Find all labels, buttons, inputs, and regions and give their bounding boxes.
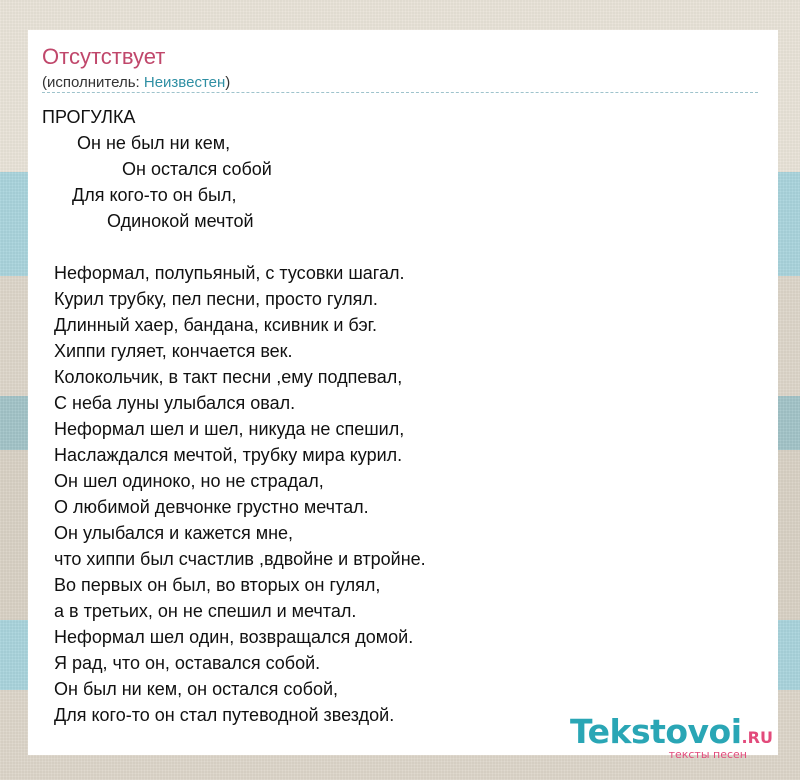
lyric-line: Он не был ни кем,: [42, 133, 231, 153]
logo-tld: .RU: [741, 728, 773, 747]
lyric-line: Для кого-то он был,: [42, 185, 237, 205]
artist-prefix: (исполнитель:: [42, 74, 144, 91]
lyric-line: Неформал шел один, возвращался домой.: [54, 627, 414, 647]
lyric-line: Для кого-то он стал путеводной звездой.: [54, 705, 395, 725]
lyric-line: Он улыбался и кажется мне,: [54, 523, 294, 543]
lyrics-heading: ПРОГУЛКА: [42, 107, 136, 127]
logo-main-text: Tekstovoi: [570, 712, 742, 751]
tekstovoi-logo[interactable]: [570, 712, 775, 764]
artist-link[interactable]: Неизвестен: [143, 74, 226, 91]
lyric-line: Он шел одиноко, но не страдал,: [54, 471, 324, 491]
lyric-line: Одинокой мечтой: [42, 211, 254, 231]
lyric-line: Я рад, что он, оставался собой.: [54, 653, 321, 673]
lyric-line: О любимой девчонке грустно мечтал.: [54, 497, 369, 517]
lyric-line: Хиппи гуляет, кончается век.: [54, 341, 293, 361]
song-title: Отсутствует: [42, 44, 166, 69]
logo-tagline: тексты песен: [668, 748, 747, 761]
lyric-line: Во первых он был, во вторых он гулял,: [54, 575, 381, 595]
lyric-line: Он остался собой: [42, 159, 272, 179]
lyric-line: Длинный хаер, бандана, ксивник и бэг.: [54, 315, 378, 335]
artist-suffix: ): [225, 74, 231, 91]
lyric-line: а в третьих, он не спешил и мечтал.: [54, 601, 357, 621]
lyric-line: Неформал шел и шел, никуда не спешил,: [54, 419, 405, 439]
lyric-line: Он был ни кем, он остался собой,: [54, 679, 339, 699]
lyric-line: С неба луны улыбался овал.: [54, 393, 296, 413]
lyric-line: Колокольчик, в такт песни ,ему подпевал,: [54, 367, 403, 387]
artist-line: [42, 72, 758, 94]
lyric-line: Неформал, полупьяный, с тусовки шагал.: [54, 263, 405, 283]
header-divider: [42, 92, 758, 93]
lyric-line: Наслаждался мечтой, трубку мира курил.: [54, 445, 403, 465]
song-header: [42, 44, 758, 94]
lyric-line: Курил трубку, пел песни, просто гулял.: [54, 289, 378, 309]
lyrics-card: [28, 30, 778, 755]
lyric-line: что хиппи был счастлив ,вдвойне и втройне.: [54, 549, 426, 569]
